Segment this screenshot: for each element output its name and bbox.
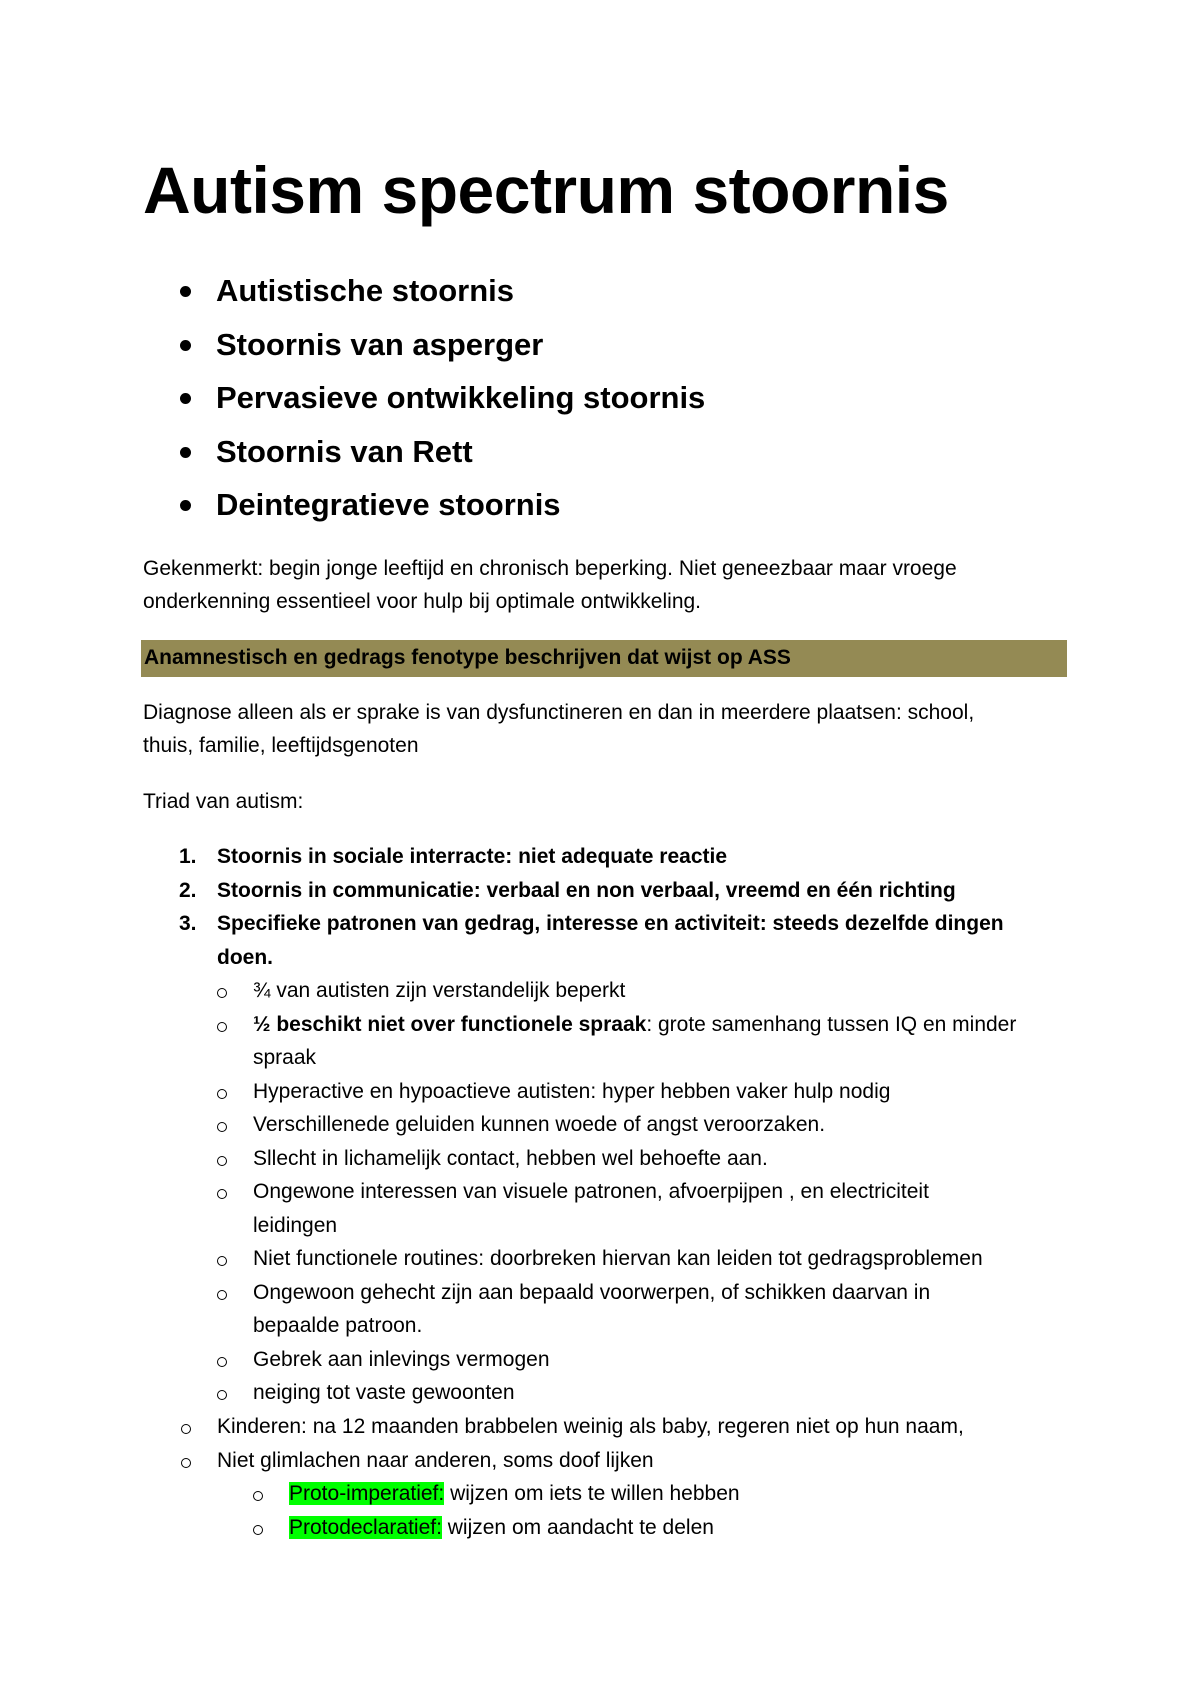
highlighted-term: Proto-imperatief: — [289, 1482, 445, 1505]
list-item: ½ beschikt niet over functionele spraak: grote samenhang tussen IQ en minder spraak — [217, 1008, 1016, 1075]
circle-bullet-icon — [217, 1189, 227, 1199]
circle-bullet-icon — [217, 1357, 227, 1367]
circle-bullet-icon — [217, 1256, 227, 1266]
list-item: Protodeclaratief: wijzen om aandacht te delen — [253, 1511, 740, 1545]
list-item: Gebrek aan inlevings vermogen — [217, 1343, 1016, 1377]
list-item: Niet glimlachen naar anderen, soms doof lijken — [181, 1444, 964, 1478]
circle-bullet-icon — [217, 1122, 227, 1132]
list-item: Hyperactive en hypoactieve autisten: hyper hebben vaker hulp nodig — [217, 1075, 1016, 1109]
circle-bullet-icon — [181, 1424, 191, 1434]
list-item: Pervasieve ontwikkeling stoornis — [176, 375, 705, 429]
highlighted-term: Protodeclaratief: — [289, 1515, 442, 1539]
list-item: Ongewoon gehecht zijn aan bepaald voorwerpen, of schikken daarvan in bepaalde patroon. — [217, 1276, 1016, 1343]
list-item: Sllecht in lichamelijk contact, hebben wel behoefte aan. — [217, 1142, 1016, 1176]
triad-label: Triad van autism: — [143, 790, 304, 813]
outer-sub-list — [181, 1410, 964, 1477]
circle-bullet-icon — [253, 1525, 263, 1535]
intro-paragraph: Gekenmerkt: begin jonge leeftijd en chronisch beperking. Niet geneezbaar maar vroege onderkenning essentieel voor hulp bij optimale ontwikkeling. — [143, 557, 957, 613]
circle-bullet-icon — [217, 1156, 227, 1166]
list-item: Ongewone interessen van visuele patronen, afvoerpijpen , en electriciteit leidingen — [217, 1175, 1016, 1242]
nested-sub-list — [253, 1477, 740, 1544]
list-item: 3. Specifieke patronen van gedrag, interesse en activiteit: steeds dezelfde dingen doen. — [179, 912, 1004, 969]
diagnose-paragraph: Diagnose alleen als er sprake is van dysfunctineren en dan in meerdere plaatsen: school, thuis, familie, leeftijdsgenoten — [143, 701, 975, 757]
list-item: Kinderen: na 12 maanden brabbelen weinig als baby, regeren niet op hun naam, — [181, 1410, 964, 1444]
list-item: neiging tot vaste gewoonten — [217, 1376, 1016, 1410]
circle-bullet-icon — [217, 988, 227, 998]
page-title: Autism spectrum stoornis — [143, 153, 949, 227]
list-item: Proto-imperatief: wijzen om iets te willen hebben — [253, 1477, 740, 1511]
triad-list — [143, 840, 1197, 974]
circle-bullet-icon — [217, 1390, 227, 1400]
bullet-icon — [180, 340, 191, 351]
list-item: Verschillenede geluiden kunnen woede of angst veroorzaken. — [217, 1108, 1016, 1142]
section-heading: Anamnestisch en gedrags fenotype beschrijven dat wijst op ASS — [141, 640, 1067, 677]
list-item: Deintegratieve stoornis — [176, 482, 705, 536]
list-item: 1. Stoornis in sociale interracte: niet adequate reactie — [179, 845, 727, 868]
bullet-icon — [180, 447, 191, 458]
list-item: ¾ van autisten zijn verstandelijk beperkt — [217, 974, 1016, 1008]
circle-bullet-icon — [217, 1290, 227, 1300]
list-item: Stoornis van Rett — [176, 429, 705, 483]
bullet-icon — [180, 500, 191, 511]
circle-bullet-icon — [217, 1089, 227, 1099]
list-item: Niet functionele routines: doorbreken hiervan kan leiden tot gedragsproblemen — [217, 1242, 1016, 1276]
list-item: Autistische stoornis — [176, 268, 705, 322]
circle-bullet-icon — [253, 1491, 263, 1501]
bullet-icon — [180, 286, 191, 297]
list-item: Stoornis van asperger — [176, 322, 705, 376]
list-item: 2. Stoornis in communicatie: verbaal en non verbaal, vreemd en één richting — [179, 878, 956, 902]
circle-bullet-icon — [181, 1458, 191, 1468]
bullet-icon — [180, 393, 191, 404]
sub-list — [217, 974, 1016, 1410]
subtype-list — [176, 268, 705, 536]
circle-bullet-icon — [217, 1022, 227, 1032]
